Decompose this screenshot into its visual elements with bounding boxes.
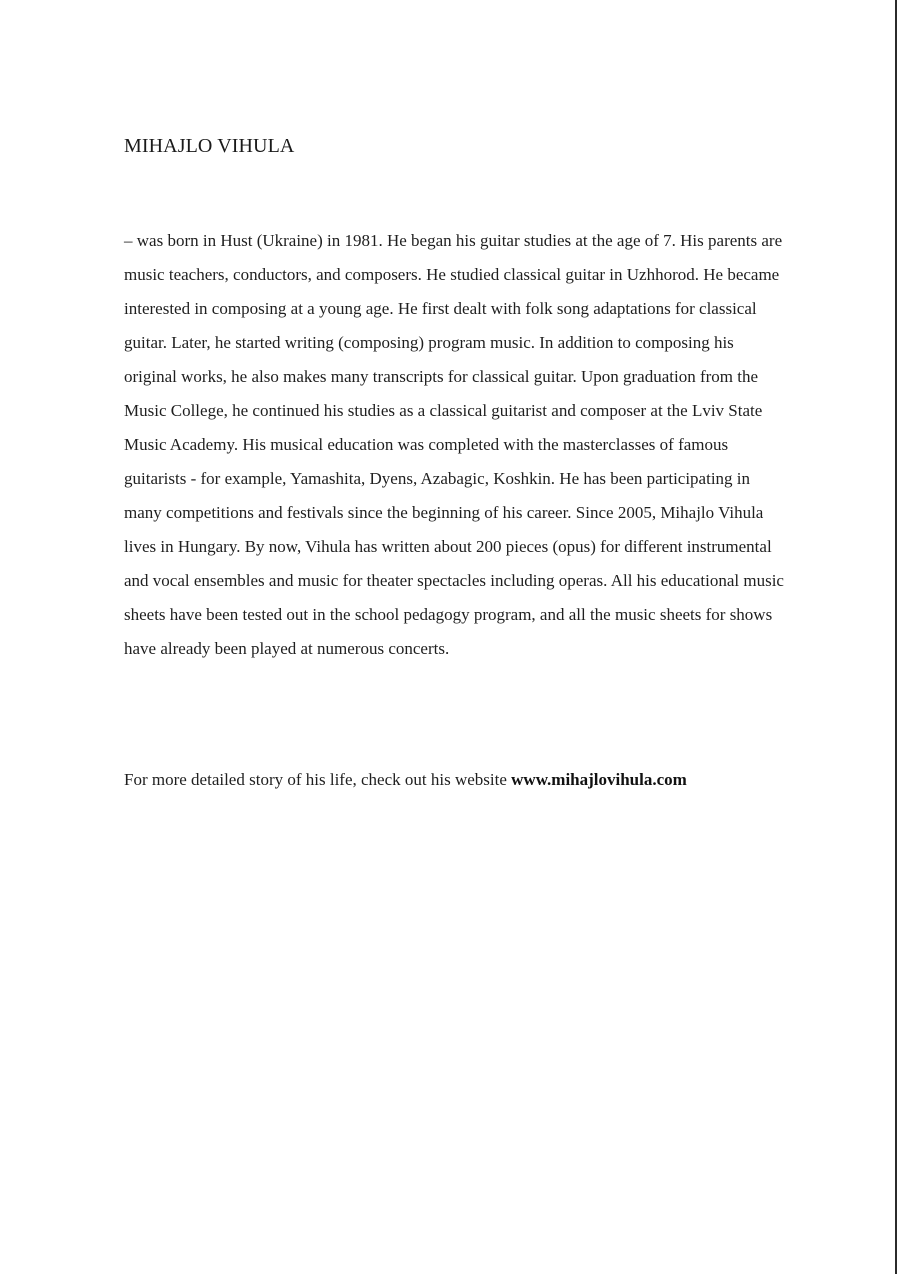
page-title: MIHAJLO VIHULA <box>124 135 295 157</box>
website-note <box>124 765 814 795</box>
website-link[interactable]: www.mihajlovihula.com <box>511 770 687 789</box>
website-note-text: For more detailed story of his life, check out his website <box>124 770 512 789</box>
biography-paragraph: – was born in Hust (Ukraine) in 1981. He began his guitar studies at the age of 7. His parents are music teachers, conductors, and composers. He studied classical guitar in Uzhhorod. He became interested in composing at a young age. He first dealt with folk song adaptations for classical guitar. Later, he started writing (composing) program music. In addition to composing his original works, he also makes many transcripts for classical guitar. Upon graduation from the Music College, he continued his studies as a classical guitarist and composer at the Lviv State Music Academy. His musical education was completed with the masterclasses of famous guitarists - for example, Yamashita, Dyens, Azabagic, Koshkin. He has been participating in many competitions and festivals since the beginning of his career. Since 2005, Mihajlo Vihula lives in Hungary. By now, Vihula has written about 200 pieces (opus) for different instrumental and vocal ensembles and music for theater spectacles including operas. All his educational music sheets have been tested out in the school pedagogy program, and all the music sheets for shows have already been played at numerous concerts. <box>124 231 784 658</box>
